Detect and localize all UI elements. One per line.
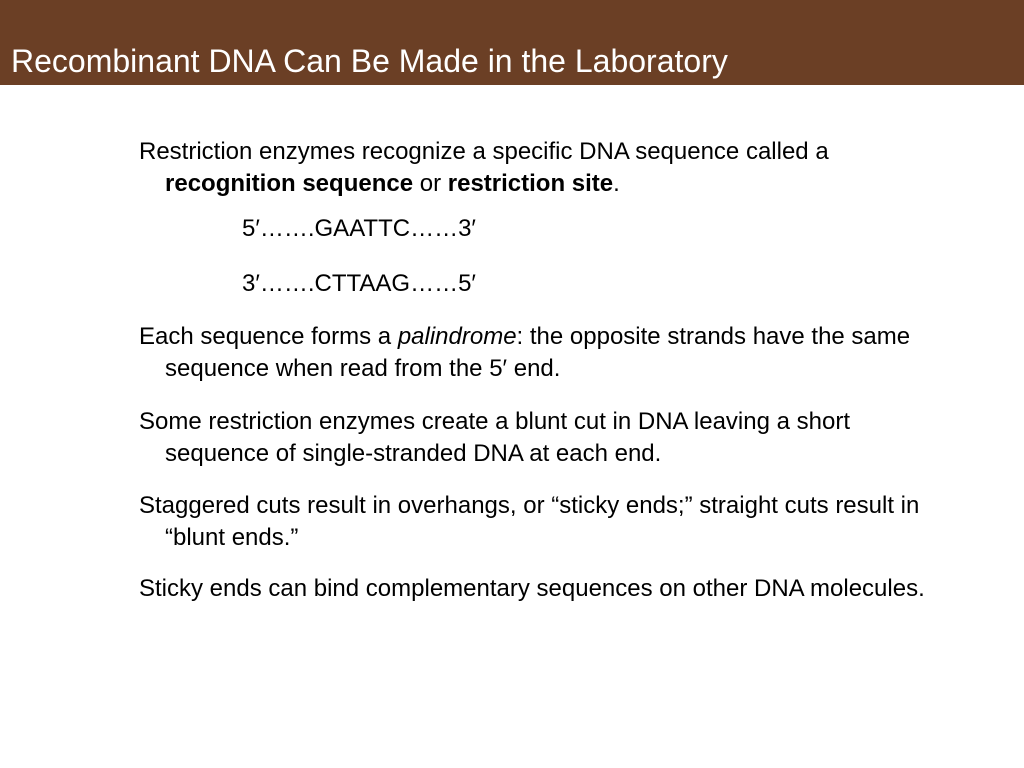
slide-title: Recombinant DNA Can Be Made in the Laboratory bbox=[11, 43, 728, 79]
paragraph-blunt-cut: Some restriction enzymes create a blunt cut in DNA leaving a short sequence of single-stranded DNA at each end. bbox=[139, 408, 850, 467]
paragraph-text: or bbox=[413, 170, 448, 197]
paragraph-recognition-sequence bbox=[139, 136, 939, 200]
term-restriction-site: restriction site bbox=[447, 170, 614, 197]
paragraph-text: . bbox=[613, 170, 620, 197]
slide-content bbox=[139, 136, 939, 605]
term-palindrome: palindrome bbox=[397, 323, 517, 350]
paragraph-palindrome bbox=[139, 321, 939, 385]
paragraph-text: Each sequence forms a bbox=[139, 323, 398, 350]
sequence-top-strand: 5′…….GAATTC……3′ bbox=[242, 215, 476, 242]
paragraph-sticky-ends: Sticky ends can bind complementary sequences on other DNA molecules. bbox=[139, 575, 925, 602]
paragraph-staggered-cuts: Staggered cuts result in overhangs, or “sticky ends;” straight cuts result in “blunt ends.” bbox=[139, 492, 920, 551]
paragraph-text: Restriction enzymes recognize a specific DNA sequence called a bbox=[139, 138, 829, 165]
term-recognition-sequence: recognition sequence bbox=[165, 170, 414, 197]
paragraph-text: : the opposite strands have the same sequence when read from the 5′ end. bbox=[165, 323, 911, 382]
sequence-bottom-strand: 3′…….CTTAAG……5′ bbox=[242, 270, 476, 297]
